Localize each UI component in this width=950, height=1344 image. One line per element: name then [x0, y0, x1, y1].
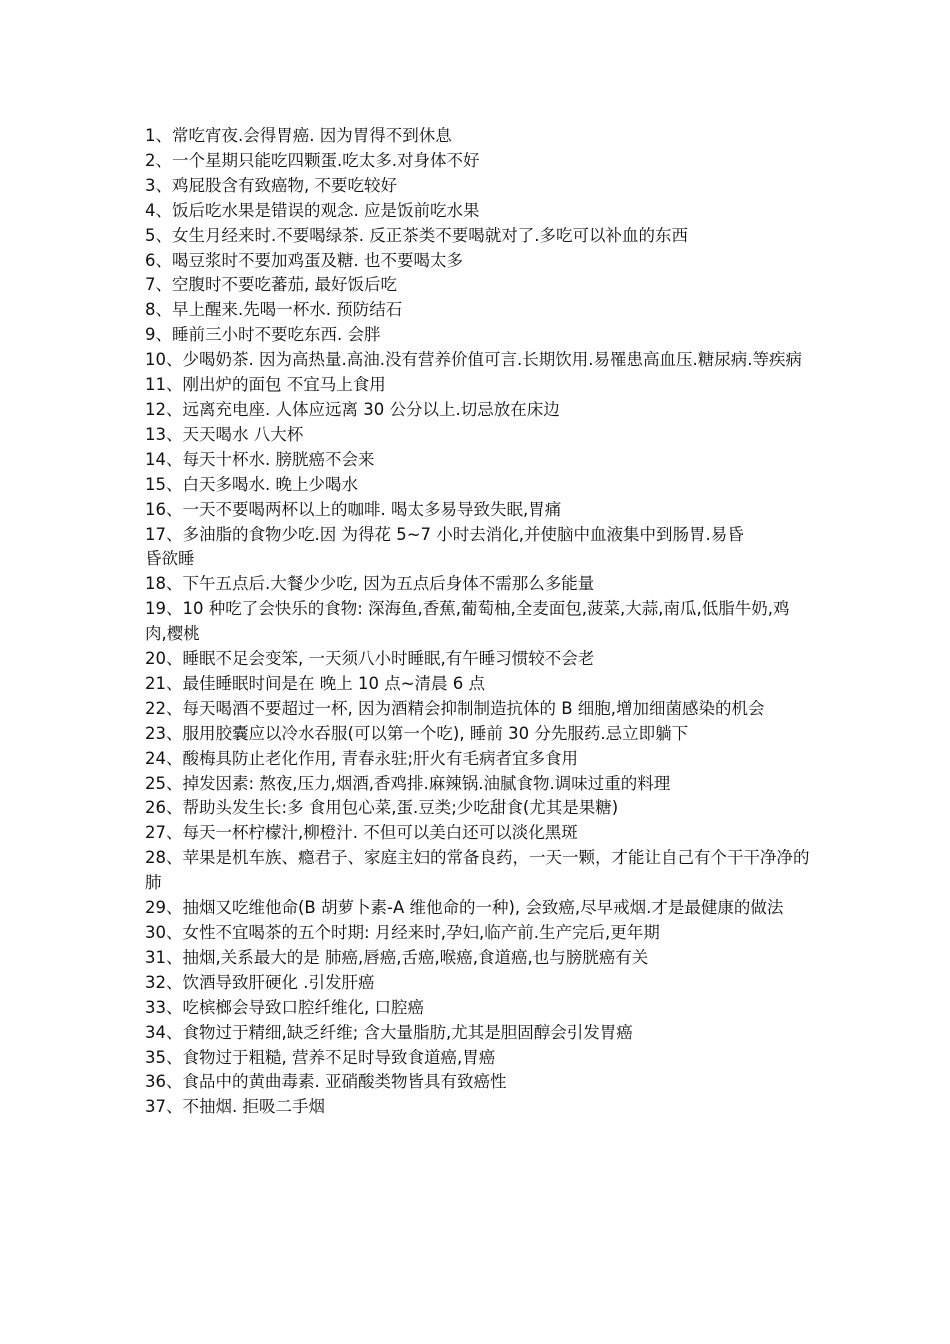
list-item: 37、不抽烟. 拒吸二手烟 — [145, 1097, 325, 1117]
list-item: 25、掉发因素: 熬夜,压力,烟酒,香鸡排.麻辣锅.油腻食物.调味过重的料理 — [145, 773, 671, 793]
list-item: 23、服用胶囊应以冷水吞服(可以第一个吃), 睡前 30 分先服药.忌立即躺下 — [145, 723, 689, 743]
list-item: 22、每天喝酒不要超过一杯, 因为酒精会抑制制造抗体的 B 细胞,增加细菌感染的机会 — [145, 698, 765, 718]
list-item: 12、远离充电座. 人体应远离 30 公分以上.切忌放在床边 — [145, 399, 560, 419]
list-item: 5、女生月经来时.不要喝绿茶. 反正茶类不要喝就对了.多吃可以补血的东西 — [145, 225, 688, 245]
list-item: 8、早上醒来.先喝一杯水. 预防结石 — [145, 300, 403, 320]
list-item: 16、一天不要喝两杯以上的咖啡. 喝太多易导致失眠,胃痛 — [145, 499, 562, 519]
list-item: 11、刚出炉的面包 不宜马上食用 — [145, 375, 386, 395]
list-item: 10、少喝奶茶. 因为高热量.高油.没有营养价值可言.长期饮用.易罹患高血压.糖尿病.等疾病 — [145, 350, 802, 370]
list-item: 21、最佳睡眠时间是在 晚上 10 点~清晨 6 点 — [145, 673, 486, 693]
list-item: 19、10 种吃了会快乐的食物: 深海鱼,香蕉,葡萄柚,全麦面包,菠菜,大蒜,南瓜,低脂牛奶,鸡肉,樱桃 — [145, 599, 790, 644]
list-item: 30、女性不宜喝茶的五个时期: 月经来时,孕妇,临产前.生产完后,更年期 — [145, 923, 660, 942]
list-item: 1、常吃宵夜.会得胃癌. 因为胃得不到休息 — [145, 126, 452, 145]
list-item: 32、饮酒导致肝硬化 .引发肝癌 — [145, 972, 375, 992]
list-item: 3、鸡屁股含有致癌物, 不要吃较好 — [145, 175, 397, 195]
list-item: 17、多油脂的食物少吃.因 为得花 5~7 小时去消化,并使脑中血液集中到肠胃.易昏 — [145, 524, 744, 544]
list-item: 6、喝豆浆时不要加鸡蛋及糖. 也不要喝太多 — [145, 250, 463, 270]
list-item: 9、睡前三小时不要吃东西. 会胖 — [145, 325, 381, 345]
list-item: 34、食物过于精细,缺乏纤维; 含大量脂肪,尤其是胆固醇会引发胃癌 — [145, 1022, 633, 1042]
list-item: 14、每天十杯水. 膀胱癌不会来 — [145, 449, 375, 469]
list-item: 2、一个星期只能吃四颗蛋.吃太多.对身体不好 — [145, 150, 480, 170]
list-item: 33、吃槟榔会导致口腔纤维化, 口腔癌 — [145, 997, 424, 1017]
health-tips-list — [145, 124, 810, 1120]
list-item: 35、食物过于粗糙, 营养不足时导致食道癌,胃癌 — [145, 1047, 496, 1067]
list-item: 24、酸梅具防止老化作用, 青春永驻;肝火有毛病者宜多食用 — [145, 748, 579, 768]
list-item: 7、空腹时不要吃蕃茄, 最好饭后吃 — [145, 275, 397, 295]
list-item: 20、睡眠不足会变笨, 一天须八小时睡眠,有午睡习惯较不会老 — [145, 649, 595, 669]
list-item: 18、下午五点后.大餐少少吃, 因为五点后身体不需那么多能量 — [145, 574, 595, 594]
list-item: 31、抽烟,关系最大的是 肺癌,唇癌,舌癌,喉癌,食道癌,也与膀胱癌有关 — [145, 947, 649, 967]
list-item-continuation: 昏欲睡 — [145, 549, 195, 569]
list-item: 29、抽烟又吃维他命(B 胡萝卜素-A 维他命的一种), 会致癌,尽早戒烟.才是最健康的做法 — [145, 898, 784, 918]
list-item: 28、苹果是机车族、瘾君子、家庭主妇的常备良药，一天一颗，才能让自己有个干干净净的肺 — [145, 848, 810, 893]
list-item: 36、食品中的黄曲毒素. 亚硝酸类物皆具有致癌性 — [145, 1072, 507, 1092]
list-item: 13、天天喝水 八大杯 — [145, 424, 304, 444]
list-item: 27、每天一杯柠檬汁,柳橙汁. 不但可以美白还可以淡化黑斑 — [145, 823, 578, 843]
list-item: 15、白天多喝水. 晚上少喝水 — [145, 474, 358, 494]
list-item: 4、饭后吃水果是错误的观念. 应是饭前吃水果 — [145, 200, 480, 220]
list-item: 26、帮助头发生长:多 食用包心菜,蛋.豆类;少吃甜食(尤其是果糖) — [145, 798, 619, 818]
